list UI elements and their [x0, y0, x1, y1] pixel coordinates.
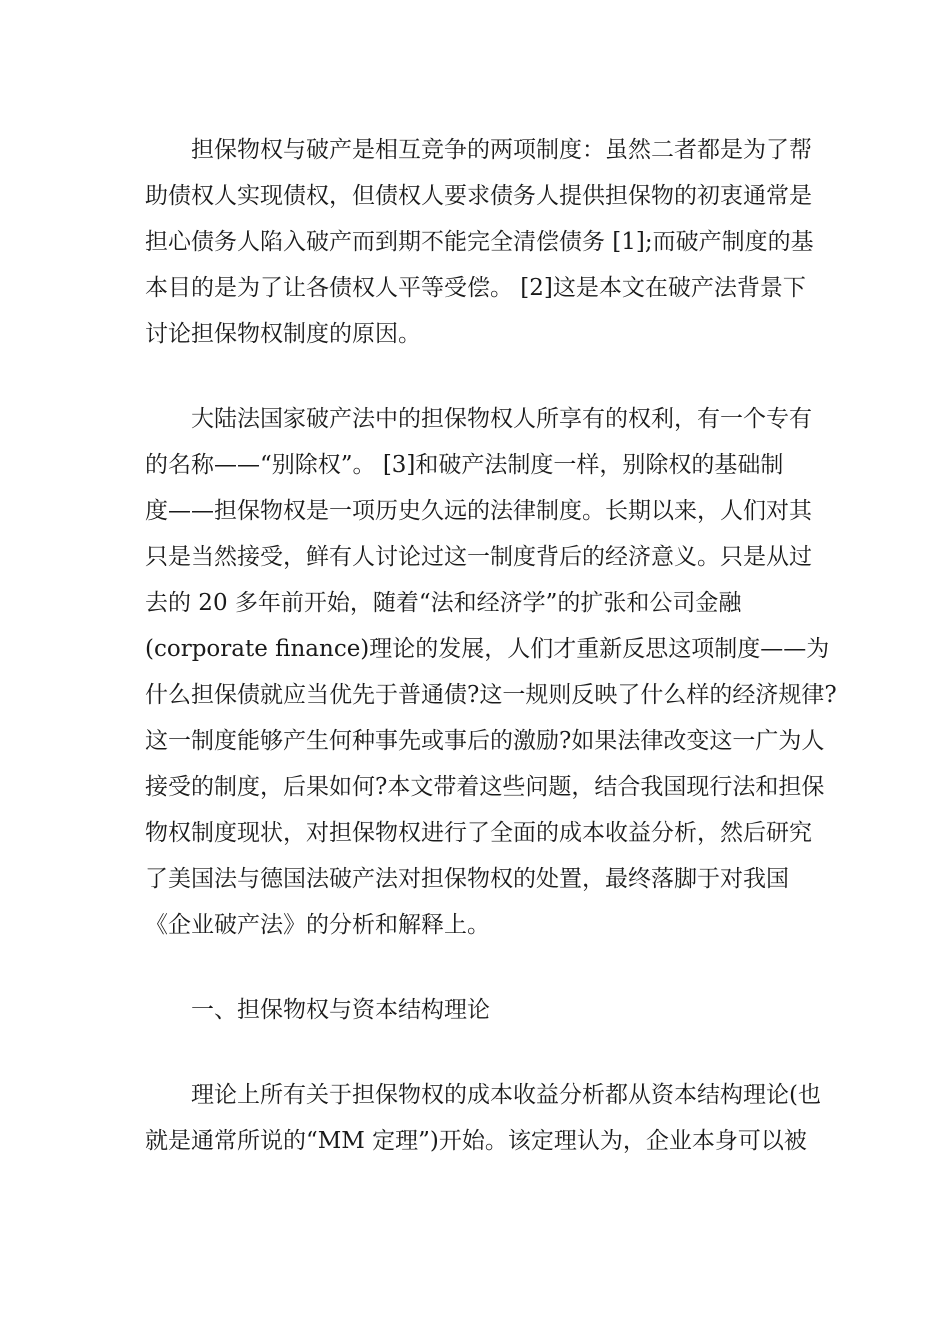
paragraph-line: 接受的制度，后果如何?本文带着这些问题，结合我国现行法和担保: [145, 774, 825, 800]
paragraph-line: 物权制度现状，对担保物权进行了全面的成本收益分析，然后研究: [145, 820, 812, 846]
section-heading: 一、担保物权与资本结构理论: [145, 997, 490, 1023]
paragraph-line: 讨论担保物权制度的原因。: [145, 321, 421, 347]
paragraph-line: 担心债务人陷入破产而到期不能完全清偿债务 [1];而破产制度的基: [145, 229, 814, 255]
paragraph-line: 度——担保物权是一项历史久远的法律制度。长期以来，人们对其: [145, 498, 812, 524]
paragraph-line: 担保物权与破产是相互竞争的两项制度：虽然二者都是为了帮: [145, 137, 812, 163]
paragraph-line: 去的 20 多年前开始，随着“法和经济学”的扩张和公司金融: [145, 590, 742, 616]
paragraph-line: 只是当然接受，鲜有人讨论过这一制度背后的经济意义。只是从过: [145, 544, 812, 570]
paragraph-line: 这一制度能够产生何种事先或事后的激励?如果法律改变这一广为人: [145, 728, 825, 754]
paragraph-line: 就是通常所说的“MM 定理”)开始。该定理认为，企业本身可以被: [145, 1128, 807, 1154]
paragraph-line: 理论上所有关于担保物权的成本收益分析都从资本结构理论(也: [145, 1082, 821, 1108]
paragraph-line: (corporate finance)理论的发展，人们才重新反思这项制度——为: [145, 636, 830, 662]
paragraph-line: 的名称——“别除权”。 [3]和破产法制度一样，别除权的基础制: [145, 452, 784, 478]
paragraph-line: 大陆法国家破产法中的担保物权人所享有的权利，有一个专有: [145, 406, 812, 432]
paragraph-line: 本目的是为了让各债权人平等受偿。 [2]这是本文在破产法背景下: [145, 275, 806, 301]
paragraph-line: 助债权人实现债权，但债权人要求债务人提供担保物的初衷通常是: [145, 183, 812, 209]
paragraph-line: 什么担保债就应当优先于普通债?这一规则反映了什么样的经济规律?: [145, 682, 837, 708]
paragraph-line: 了美国法与德国法破产法对担保物权的处置，最终落脚于对我国: [145, 866, 789, 892]
paragraph-line: 《企业破产法》的分析和解释上。: [145, 912, 490, 938]
